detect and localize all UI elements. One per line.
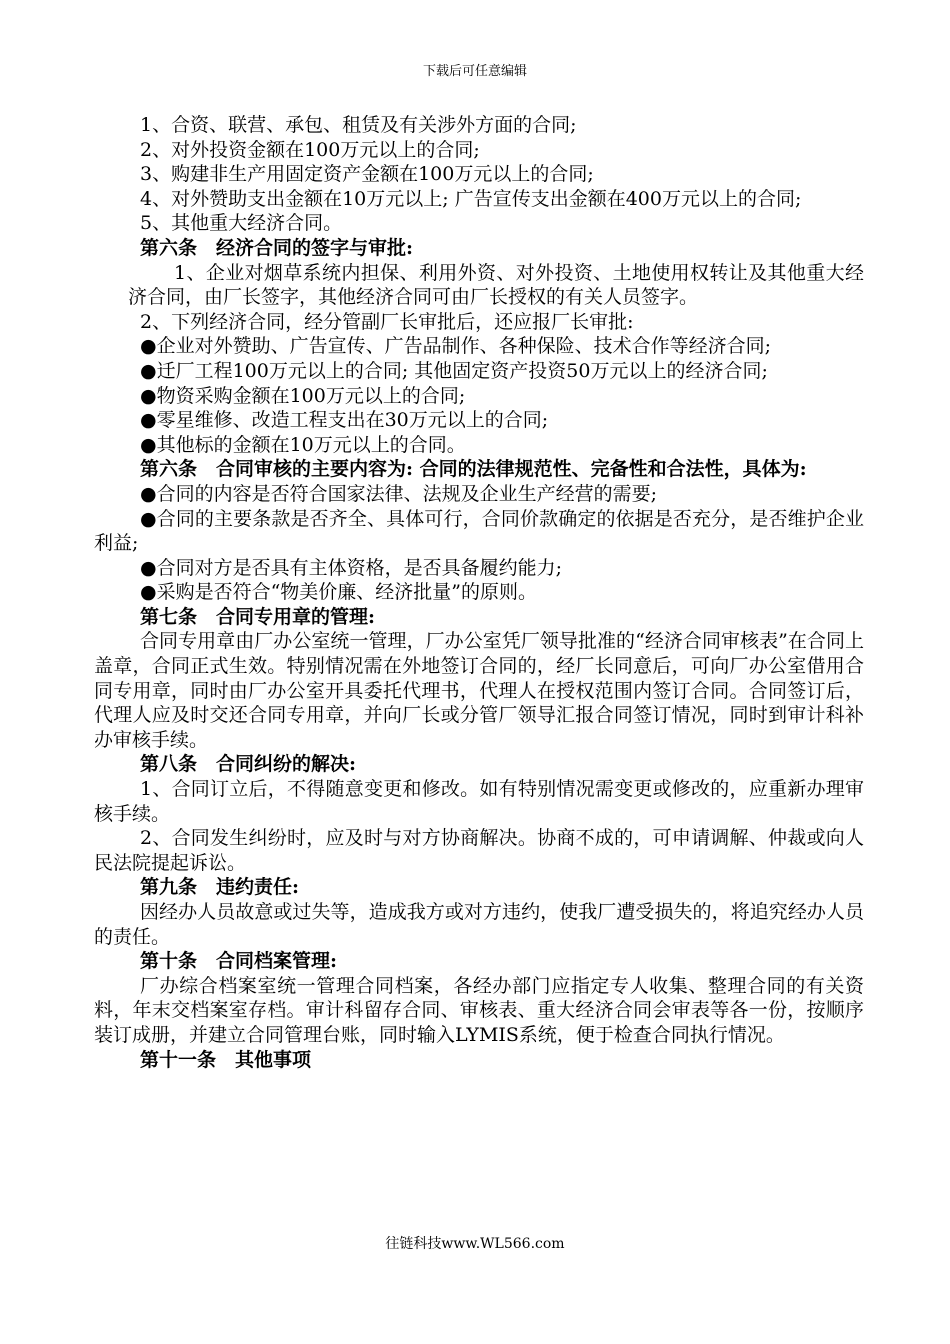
article-6b-heading: 第六条 合同审核的主要内容为: 合同的法律规范性、完备性和合法性，具体为: — [140, 458, 807, 481]
list-item: 2、对外投资金额在100万元以上的合同; — [140, 138, 480, 161]
paragraph: 2、下列经济合同，经分管副厂长审批后，还应报厂长审批: — [140, 310, 634, 333]
page-footer: 往链科技www.WL566.com — [385, 1236, 565, 1252]
document-body — [94, 113, 864, 1072]
article-9-heading: 第九条 违约责任: — [140, 876, 300, 899]
paragraph: 1、企业对烟草系统内担保、利用外资、对外投资、土地使用权转让及其他重大经济合同，由厂长签字，其他经济合同可由厂长授权的有关人员签字。 — [128, 261, 864, 309]
bullet-item: ●合同对方是否具有主体资格，是否具备履约能力; — [140, 556, 562, 579]
bullet-item: ●采购是否符合“物美价廉、经济批量”的原则。 — [140, 581, 538, 604]
article-8-heading: 第八条 合同纠纷的解决: — [140, 753, 357, 776]
bullet-item: ●合同的内容是否符合国家法律、法规及企业生产经营的需要; — [140, 482, 657, 505]
bullet-item: ●其他标的金额在10万元以上的合同。 — [140, 433, 466, 456]
bullet-item: ●零星维修、改造工程支出在30万元以上的合同; — [140, 409, 549, 432]
paragraph: 1、合同订立后，不得随意变更和修改。如有特别情况需变更或修改的，应重新办理审核手续。 — [94, 778, 864, 825]
article-11-heading: 第十一条 其他事项 — [140, 1048, 312, 1071]
page-header: 下载后可任意编辑 — [422, 64, 527, 79]
list-item: 5、其他重大经济合同。 — [140, 212, 343, 235]
bullet-item: ●物资采购金额在100万元以上的合同; — [140, 384, 466, 407]
paragraph: 因经办人员故意或过失等，造成我方或对方违约，使我厂遭受损失的，将追究经办人员的责任。 — [94, 901, 864, 948]
bullet-item: ●合同的主要条款是否齐全、具体可行，合同价款确定的依据是否充分，是否维护企业利益; — [94, 507, 864, 555]
list-item: 3、购建非生产用固定资产金额在100万元以上的合同; — [140, 163, 594, 186]
list-item: 1、合资、联营、承包、租赁及有关涉外方面的合同; — [140, 114, 577, 136]
article-7-heading: 第七条 合同专用章的管理: — [140, 605, 376, 628]
bullet-item: ●迁厂工程100万元以上的合同; 其他固定资产投资50万元以上的经济合同; — [140, 359, 768, 382]
paragraph: 合同专用章由厂办公室统一管理，厂办公室凭厂领导批准的“经济合同审核表”在合同上盖章，合同正式生效。特别情况需在外地签订合同的，经厂长同意后，可向厂办公室借用合同专用章，同时由厂办公室开具委托代理书，代理人在授权范围内签订合同。合同签订后，代理人应及时交还合同专用章，并向厂长或分管厂领导汇报合同签订情况，同时到审计科补办审核手续。 — [94, 630, 864, 751]
article-10-heading: 第十条 合同档案管理: — [140, 950, 338, 973]
bullet-item: ●企业对外赞助、广告宣传、广告品制作、各种保险、技术合作等经济合同; — [140, 335, 771, 358]
article-6-heading: 第六条 经济合同的签字与审批: — [140, 236, 414, 259]
list-item: 4、对外赞助支出金额在10万元以上; 广告宣传支出金额在400万元以上的合同; — [140, 187, 802, 210]
paragraph: 2、合同发生纠纷时，应及时与对方协商解决。协商不成的，可申请调解、仲裁或向人民法院提起诉讼。 — [94, 827, 864, 874]
paragraph: 厂办综合档案室统一管理合同档案，各经办部门应指定专人收集、整理合同的有关资料，年末交档案室存档。审计科留存合同、审核表、重大经济合同会审表等各一份，按顺序装订成册，并建立合同管理台账，同时输入LYMIS系统，便于检查合同执行情况。 — [94, 974, 864, 1046]
